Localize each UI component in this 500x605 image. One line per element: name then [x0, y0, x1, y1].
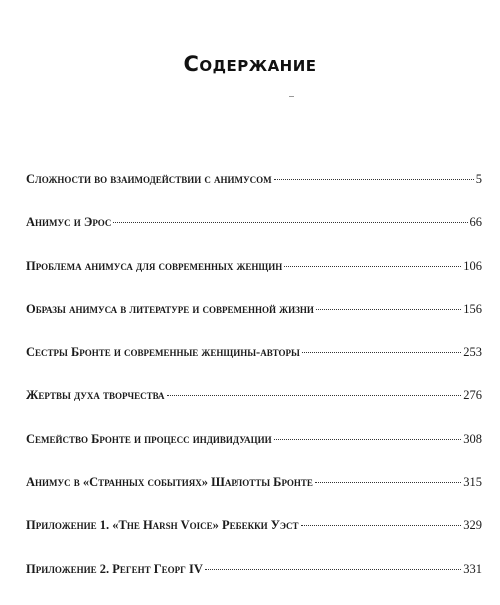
toc-entry-title: Приложение 2. Регент Георг IV — [26, 561, 203, 576]
dot-leader — [113, 222, 467, 223]
toc-entry-page: 156 — [463, 301, 482, 316]
toc-entry[interactable] — [26, 518, 482, 538]
toc-entry[interactable] — [26, 475, 482, 495]
toc-entry-page: 253 — [463, 345, 482, 360]
toc-entry-title: Жертвы духа творчества — [26, 388, 165, 403]
dot-leader — [301, 525, 462, 526]
toc-entry-page: 5 — [475, 172, 482, 186]
toc-entry[interactable] — [26, 302, 482, 322]
toc-entry-title: Проблема анимуса для современных женщин — [26, 258, 283, 273]
toc-entry-title: Сестры Бронте и современные женщины-авторы — [26, 345, 300, 360]
dot-leader — [274, 439, 462, 440]
dot-leader — [316, 309, 461, 310]
toc-entry-title: Анимус в «Странных событиях» Шарлотты Бронте — [26, 475, 313, 490]
toc-entry-title: Семейство Бронте и процесс индивидуации — [26, 431, 272, 446]
dot-leader — [205, 569, 461, 570]
toc-entry-title: Приложение 1. «The Harsh Voice» Ребекки Уэст — [26, 518, 299, 533]
page-title: Содержание — [183, 52, 317, 76]
toc-entry-page: 331 — [463, 561, 482, 576]
toc-entry[interactable] — [26, 259, 482, 279]
toc-entry-title: Анимус и Эрос — [26, 215, 112, 230]
dot-leader — [284, 266, 461, 267]
toc-entry-title: Сложности во взаимодействии с анимусом — [26, 172, 272, 186]
toc-entry[interactable] — [26, 215, 482, 235]
toc-entry[interactable] — [26, 432, 482, 452]
toc-entry-page: 66 — [469, 215, 482, 230]
toc-entry-page: 308 — [463, 431, 482, 446]
toc-entry[interactable] — [26, 388, 482, 408]
dot-leader — [274, 179, 474, 180]
toc-entry[interactable] — [26, 562, 482, 582]
dot-leader — [167, 395, 462, 396]
toc-entry[interactable] — [26, 345, 482, 365]
decorative-mark — [289, 96, 294, 97]
dot-leader — [302, 352, 461, 353]
toc-entry[interactable] — [26, 172, 482, 192]
toc-entry-title: Образы анимуса в литературе и современной жизни — [26, 301, 314, 316]
toc-entry-page: 106 — [463, 258, 482, 273]
toc-entry-page: 276 — [463, 388, 482, 403]
toc-entry-page: 329 — [463, 518, 482, 533]
table-of-contents — [26, 172, 482, 605]
dot-leader — [315, 482, 461, 483]
toc-entry-page: 315 — [463, 475, 482, 490]
